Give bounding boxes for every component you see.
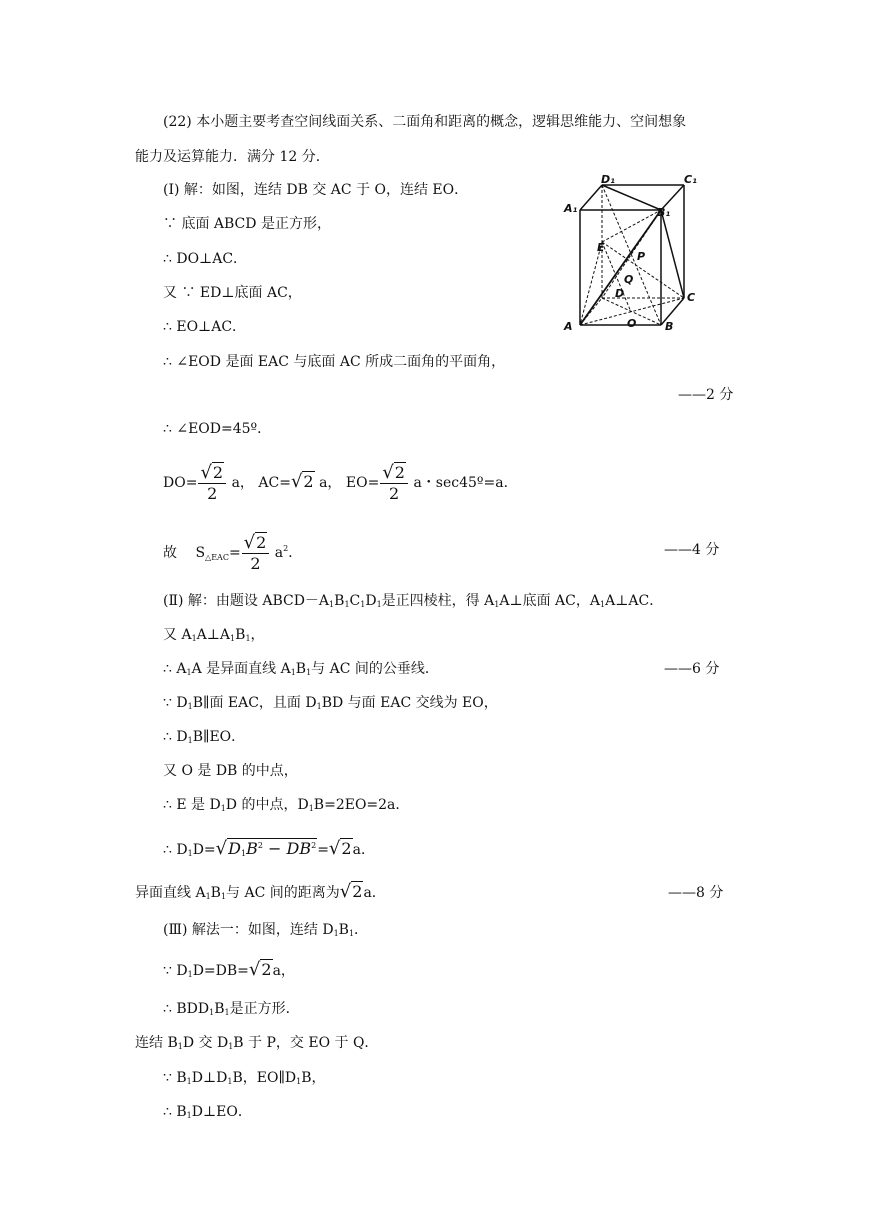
intro-line-1: (22) 本小题主要考查空间线面关系、二面角和距离的概念，逻辑思维能力、空间想象 xyxy=(163,114,687,130)
sec-tail: a・sec45º=a． xyxy=(413,475,518,491)
part1-line-4: 又 ∵ ED⊥底面 AC， xyxy=(163,285,302,301)
area-end: ． xyxy=(288,545,303,561)
part2-line-5: ∴ $D_1B\parallel EO$． xyxy=(163,729,246,745)
part3-line-2: ∵ $D_1D=DB=√2a$， xyxy=(163,958,295,987)
part3-line-5: ∵ $B_1D\perp D_1B$，$EO\parallel D_1B$， xyxy=(163,1070,326,1086)
part1-line-2: ∵ 底面 ABCD 是正方形， xyxy=(163,216,331,232)
part1-line-1: (Ⅰ) 解：如图，连结 DB 交 AC 于 O，连结 EO． xyxy=(163,182,469,198)
label-c: C xyxy=(687,291,696,304)
part2-line-2: 又 $A_1A\perp A_1B_1$， xyxy=(163,627,265,643)
part2-line-1: (Ⅱ) 解：由题设 $ABCD-A_1B_1C_1D_1$是正四棱柱，得 $A_1A\perp$底面 AC，$A_1A\perp AC$． xyxy=(163,593,664,609)
area-prefix: 故 xyxy=(163,545,177,561)
label-p: P xyxy=(637,250,646,263)
part1-line-6: ∴ ∠EOD 是面 EAC 与底面 AC 所成二面角的平面角， xyxy=(163,354,506,370)
area-eq: = xyxy=(228,545,241,561)
sqrt-2: √2 xyxy=(339,881,363,902)
part2-line-6: 又 O 是 DB 的中点， xyxy=(163,763,298,779)
score-8: ——8 分 xyxy=(668,885,724,901)
label-d: D xyxy=(615,287,625,300)
part3-line-3: ∴ $BDD_1B_1$是正方形． xyxy=(163,1001,300,1017)
part2-line-3: ∴ $A_1A$ 是异面直线 $A_1B_1$与 AC 间的公垂线． xyxy=(163,661,439,677)
intro-line-2: 能力及运算能力．满分 12 分． xyxy=(135,149,330,165)
area-formula xyxy=(163,523,302,584)
part3-line-1: (Ⅲ) 解法一：如图，连结 $D_1B_1$． xyxy=(163,922,369,938)
area-a: a xyxy=(274,545,284,561)
sqrt-2: √2 xyxy=(328,838,352,859)
a-comma: a， xyxy=(319,475,342,491)
part3-line-4: 连结 $B_1D$ 交 $D_1B$ 于 P，交 EO 于 Q． xyxy=(135,1035,379,1051)
score-4: ——4 分 xyxy=(664,542,720,558)
fraction-sqrt2-over-2: $\frac{√2}{2}$ xyxy=(198,463,226,504)
a-comma: a， xyxy=(231,475,254,491)
prism-figure xyxy=(555,170,710,340)
part1-line-3: ∴ DO⊥AC． xyxy=(163,251,248,267)
label-e: E xyxy=(597,241,605,254)
sqrt-2: √2 xyxy=(290,471,314,492)
eo-label: EO= xyxy=(345,475,380,491)
fraction-sqrt2-over-2: $\frac{√2}{2}$ xyxy=(242,533,270,574)
label-c1: C₁ xyxy=(684,173,697,186)
label-b: B xyxy=(665,320,674,333)
area-sup: 2 xyxy=(283,544,289,553)
part2-line-7: ∴ E 是 $D_1D$ 的中点，$D_1B=2EO=2a$． xyxy=(163,797,410,813)
label-a: A xyxy=(564,320,573,333)
part1-line-7: ∴ ∠EOD=45º． xyxy=(163,421,272,437)
part1-line-5: ∴ EO⊥AC． xyxy=(163,319,247,335)
area-s: S xyxy=(195,545,206,561)
score-6: ——6 分 xyxy=(664,661,720,677)
area-sub: △EAC xyxy=(205,553,229,562)
part2-line-4: ∵ $D_1B\parallel$面 EAC，且面 $D_1BD$ 与面 EAC 交线为 EO， xyxy=(163,695,498,711)
label-q: Q xyxy=(624,273,634,286)
label-d1: D₁ xyxy=(601,173,615,186)
score-2: ——2 分 xyxy=(678,387,734,403)
do-label: DO= xyxy=(163,475,198,491)
part2-line-8: ∴ $D_1D=√D_1B^2 - DB^2=√2a$． xyxy=(163,834,375,866)
part2-line-9: 异面直线 $A_1B_1$与 AC 间的距离为√2a． xyxy=(135,880,386,909)
radical-d1b-db: $√D_1B^2 - DB^2$ xyxy=(215,838,317,859)
label-a1: A₁ xyxy=(564,202,578,215)
formula-do-ac-eo xyxy=(163,456,518,509)
label-b1: B₁ xyxy=(657,206,671,219)
fraction-sqrt2-over-2: $\frac{√2}{2}$ xyxy=(380,463,408,504)
sqrt-2: √2 xyxy=(248,959,272,980)
ac-label: AC= xyxy=(258,475,291,491)
label-o: O xyxy=(627,317,637,330)
part3-line-6: ∴ $B_1D\perp EO$． xyxy=(163,1104,252,1120)
